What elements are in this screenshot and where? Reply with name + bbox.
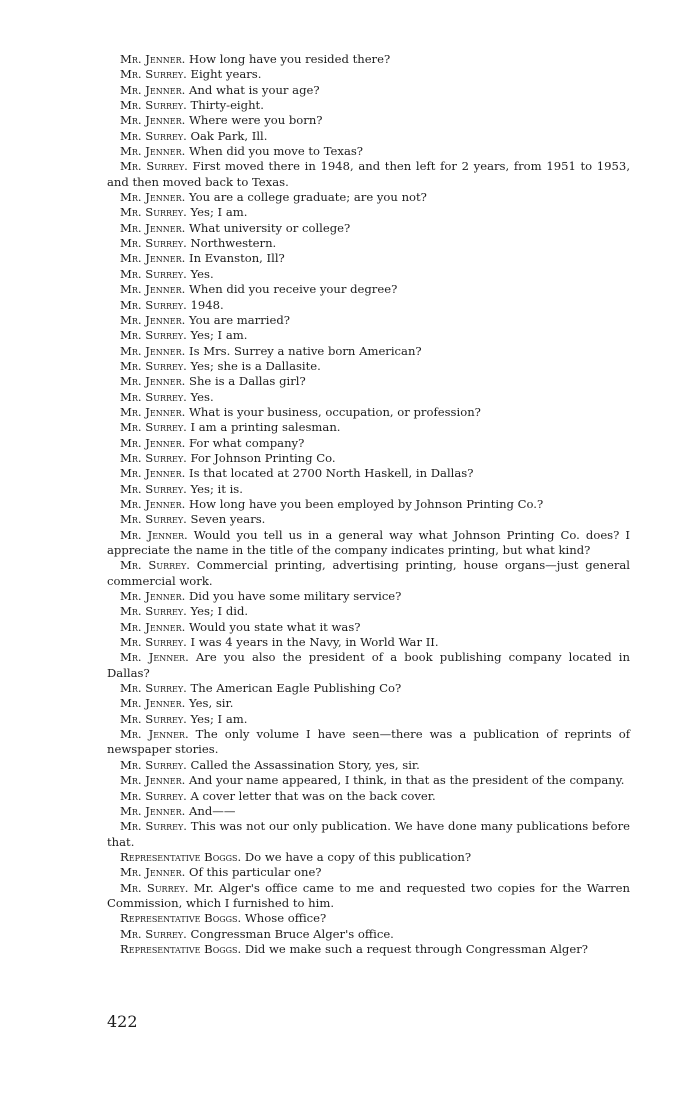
transcript-line bbox=[107, 512, 630, 527]
utterance: The American Eagle Publishing Co? bbox=[190, 681, 402, 696]
transcript-line bbox=[107, 144, 630, 159]
utterance: You are a college graduate; are you not? bbox=[189, 190, 427, 205]
speaker-name: Mr. Jenner. bbox=[120, 312, 186, 327]
utterance: I was 4 years in the Navy, in World War II. bbox=[190, 635, 439, 650]
speaker-name: Mr. Jenner. bbox=[120, 374, 186, 389]
utterance: Yes. bbox=[190, 389, 214, 404]
transcript-line bbox=[107, 819, 630, 850]
utterance: She is a Dallas girl? bbox=[189, 374, 306, 389]
speaker-name: Mr. Surrey. bbox=[120, 558, 190, 573]
utterance: And your name appeared, I think, in that as the president of the company. bbox=[189, 773, 625, 788]
utterance: For Johnson Printing Co. bbox=[190, 450, 336, 465]
utterance: I am a printing salesman. bbox=[190, 420, 341, 435]
speaker-name: Mr. Jenner. bbox=[120, 865, 186, 880]
utterance: Northwestern. bbox=[190, 236, 277, 251]
speaker-name: Mr. Jenner. bbox=[120, 435, 186, 450]
speaker-name: Mr. Surrey. bbox=[120, 205, 187, 220]
transcript-line bbox=[107, 83, 630, 98]
utterance: Yes; it is. bbox=[190, 481, 243, 496]
utterance: Eight years. bbox=[190, 67, 262, 82]
utterance: What university or college? bbox=[189, 220, 351, 235]
utterance: Would you tell us in a general way what Johnson Printing Co. does? I appreciate the name in the title of the company indicates printing, but what kind? bbox=[107, 527, 630, 557]
utterance: Did you have some military service? bbox=[189, 589, 402, 604]
transcript-line bbox=[107, 113, 630, 128]
speaker-name: Mr. Surrey. bbox=[120, 266, 187, 281]
speaker-name: Mr. Surrey. bbox=[120, 788, 187, 803]
speaker-name: Mr. Jenner. bbox=[120, 220, 186, 235]
speaker-name: Mr. Surrey. bbox=[120, 67, 187, 82]
speaker-name: Representative Boggs. bbox=[120, 849, 242, 864]
transcript-line bbox=[107, 205, 630, 220]
utterance: And—— bbox=[189, 803, 236, 818]
utterance: Yes; I did. bbox=[190, 604, 249, 619]
utterance: Whose office? bbox=[244, 911, 327, 926]
speaker-name: Representative Boggs. bbox=[120, 911, 242, 926]
transcript-line bbox=[107, 420, 630, 435]
speaker-name: Mr. Jenner. bbox=[120, 190, 186, 205]
transcript-line bbox=[107, 282, 630, 297]
transcript-line bbox=[107, 528, 630, 559]
transcript-line bbox=[107, 313, 630, 328]
utterance: Is Mrs. Surrey a native born American? bbox=[189, 343, 422, 358]
speaker-name: Mr. Surrey. bbox=[120, 880, 189, 895]
utterance: When did you receive your degree? bbox=[189, 282, 398, 297]
utterance: Yes; I am. bbox=[190, 205, 248, 220]
speaker-name: Mr. Surrey. bbox=[120, 297, 187, 312]
speaker-name: Mr. Surrey. bbox=[120, 757, 187, 772]
transcript-line bbox=[107, 390, 630, 405]
utterance: Yes; she is a Dallasite. bbox=[190, 358, 321, 373]
utterance: You are married? bbox=[189, 312, 290, 327]
utterance: Thirty-eight. bbox=[190, 98, 264, 113]
utterance: Yes, sir. bbox=[189, 696, 234, 711]
speaker-name: Mr. Jenner. bbox=[120, 650, 189, 665]
transcript-line bbox=[107, 328, 630, 343]
transcript-line bbox=[107, 850, 630, 865]
speaker-name: Mr. Surrey. bbox=[120, 159, 188, 174]
utterance: For what company? bbox=[189, 435, 305, 450]
utterance: Did we make such a request through Congressman Alger? bbox=[244, 941, 588, 956]
transcript-line bbox=[107, 620, 630, 635]
speaker-name: Mr. Surrey. bbox=[120, 635, 187, 650]
transcript-line bbox=[107, 221, 630, 236]
transcript-line bbox=[107, 52, 630, 67]
utterance: The only volume I have seen—there was a publication of reprints of newspaper stories. bbox=[107, 727, 630, 757]
utterance: Where were you born? bbox=[189, 113, 323, 128]
transcript-line bbox=[107, 804, 630, 819]
utterance: Yes; I am. bbox=[190, 711, 248, 726]
transcript-line bbox=[107, 558, 630, 589]
speaker-name: Mr. Jenner. bbox=[120, 619, 186, 634]
speaker-name: Mr. Jenner. bbox=[120, 696, 186, 711]
transcript-line bbox=[107, 359, 630, 374]
transcript-line bbox=[107, 712, 630, 727]
transcript-line bbox=[107, 604, 630, 619]
utterance: How long have you resided there? bbox=[189, 52, 391, 66]
speaker-name: Representative Boggs. bbox=[120, 941, 242, 956]
speaker-name: Mr. Jenner. bbox=[120, 527, 188, 542]
transcript-line bbox=[107, 159, 630, 190]
transcript-line bbox=[107, 758, 630, 773]
utterance: Do we have a copy of this publication? bbox=[244, 849, 472, 864]
speaker-name: Mr. Jenner. bbox=[120, 773, 186, 788]
speaker-name: Mr. Surrey. bbox=[120, 389, 187, 404]
speaker-name: Mr. Surrey. bbox=[120, 512, 187, 527]
transcript-line bbox=[107, 98, 630, 113]
page-number: 422 bbox=[107, 1012, 138, 1031]
speaker-name: Mr. Surrey. bbox=[120, 681, 187, 696]
utterance: This was not our only publication. We have done many publications before that. bbox=[107, 819, 630, 849]
utterance: Yes; I am. bbox=[190, 328, 248, 343]
speaker-name: Mr. Surrey. bbox=[120, 926, 187, 941]
transcript-body bbox=[107, 52, 630, 957]
transcript-line bbox=[107, 436, 630, 451]
transcript-line bbox=[107, 298, 630, 313]
utterance: A cover letter that was on the back cover. bbox=[190, 788, 436, 803]
transcript-line bbox=[107, 589, 630, 604]
transcript-line bbox=[107, 789, 630, 804]
utterance: 1948. bbox=[190, 297, 224, 312]
transcript-line bbox=[107, 251, 630, 266]
speaker-name: Mr. Jenner. bbox=[120, 496, 186, 511]
utterance: Called the Assassination Story, yes, sir. bbox=[190, 757, 420, 772]
transcript-line bbox=[107, 911, 630, 926]
utterance: Are you also the president of a book publishing company located in Dallas? bbox=[107, 650, 630, 680]
speaker-name: Mr. Jenner. bbox=[120, 803, 186, 818]
speaker-name: Mr. Surrey. bbox=[120, 604, 187, 619]
speaker-name: Mr. Surrey. bbox=[120, 328, 187, 343]
transcript-line bbox=[107, 881, 630, 912]
utterance: Congressman Bruce Alger's office. bbox=[190, 926, 394, 941]
speaker-name: Mr. Surrey. bbox=[120, 128, 187, 143]
speaker-name: Mr. Jenner. bbox=[120, 343, 186, 358]
speaker-name: Mr. Jenner. bbox=[120, 282, 186, 297]
transcript-line bbox=[107, 67, 630, 82]
utterance: Yes. bbox=[190, 266, 214, 281]
transcript-line bbox=[107, 865, 630, 880]
transcript-line bbox=[107, 650, 630, 681]
speaker-name: Mr. Surrey. bbox=[120, 711, 187, 726]
transcript-line bbox=[107, 727, 630, 758]
transcript-line bbox=[107, 696, 630, 711]
transcript-line bbox=[107, 773, 630, 788]
speaker-name: Mr. Jenner. bbox=[120, 113, 186, 128]
transcript-line bbox=[107, 129, 630, 144]
transcript-line bbox=[107, 267, 630, 282]
speaker-name: Mr. Surrey. bbox=[120, 98, 187, 113]
utterance: Commercial printing, advertising printing, house organs—just general commercial work. bbox=[107, 558, 630, 588]
transcript-line bbox=[107, 635, 630, 650]
utterance: Oak Park, Ill. bbox=[190, 128, 268, 143]
transcript-line bbox=[107, 681, 630, 696]
utterance: How long have you been employed by Johnson Printing Co.? bbox=[189, 496, 544, 511]
utterance: Of this particular one? bbox=[189, 865, 322, 880]
utterance: Is that located at 2700 North Haskell, in Dallas? bbox=[189, 466, 474, 481]
utterance: First moved there in 1948, and then left for 2 years, from 1951 to 1953, and then moved back to Texas. bbox=[107, 159, 630, 189]
transcript-line bbox=[107, 236, 630, 251]
utterance: In Evanston, Ill? bbox=[189, 251, 285, 266]
speaker-name: Mr. Jenner. bbox=[120, 82, 186, 97]
speaker-name: Mr. Jenner. bbox=[120, 727, 189, 742]
speaker-name: Mr. Surrey. bbox=[120, 236, 187, 251]
utterance: When did you move to Texas? bbox=[189, 144, 364, 159]
transcript-line bbox=[107, 927, 630, 942]
speaker-name: Mr. Surrey. bbox=[120, 819, 187, 834]
speaker-name: Mr. Jenner. bbox=[120, 52, 186, 66]
utterance: And what is your age? bbox=[189, 82, 320, 97]
transcript-line bbox=[107, 190, 630, 205]
transcript-line bbox=[107, 482, 630, 497]
speaker-name: Mr. Jenner. bbox=[120, 404, 186, 419]
transcript-line bbox=[107, 942, 630, 957]
speaker-name: Mr. Surrey. bbox=[120, 450, 187, 465]
speaker-name: Mr. Jenner. bbox=[120, 466, 186, 481]
transcript-line bbox=[107, 344, 630, 359]
utterance: Would you state what it was? bbox=[189, 619, 361, 634]
speaker-name: Mr. Surrey. bbox=[120, 358, 187, 373]
speaker-name: Mr. Surrey. bbox=[120, 481, 187, 496]
transcript-line bbox=[107, 405, 630, 420]
speaker-name: Mr. Surrey. bbox=[120, 420, 187, 435]
speaker-name: Mr. Jenner. bbox=[120, 251, 186, 266]
speaker-name: Mr. Jenner. bbox=[120, 589, 186, 604]
utterance: Mr. Alger's office came to me and requested two copies for the Warren Commission, which I furnished to him. bbox=[107, 880, 630, 910]
utterance: Seven years. bbox=[190, 512, 266, 527]
transcript-line bbox=[107, 451, 630, 466]
speaker-name: Mr. Jenner. bbox=[120, 144, 186, 159]
transcript-line bbox=[107, 466, 630, 481]
transcript-line bbox=[107, 497, 630, 512]
transcript-line bbox=[107, 374, 630, 389]
utterance: What is your business, occupation, or profession? bbox=[189, 404, 481, 419]
